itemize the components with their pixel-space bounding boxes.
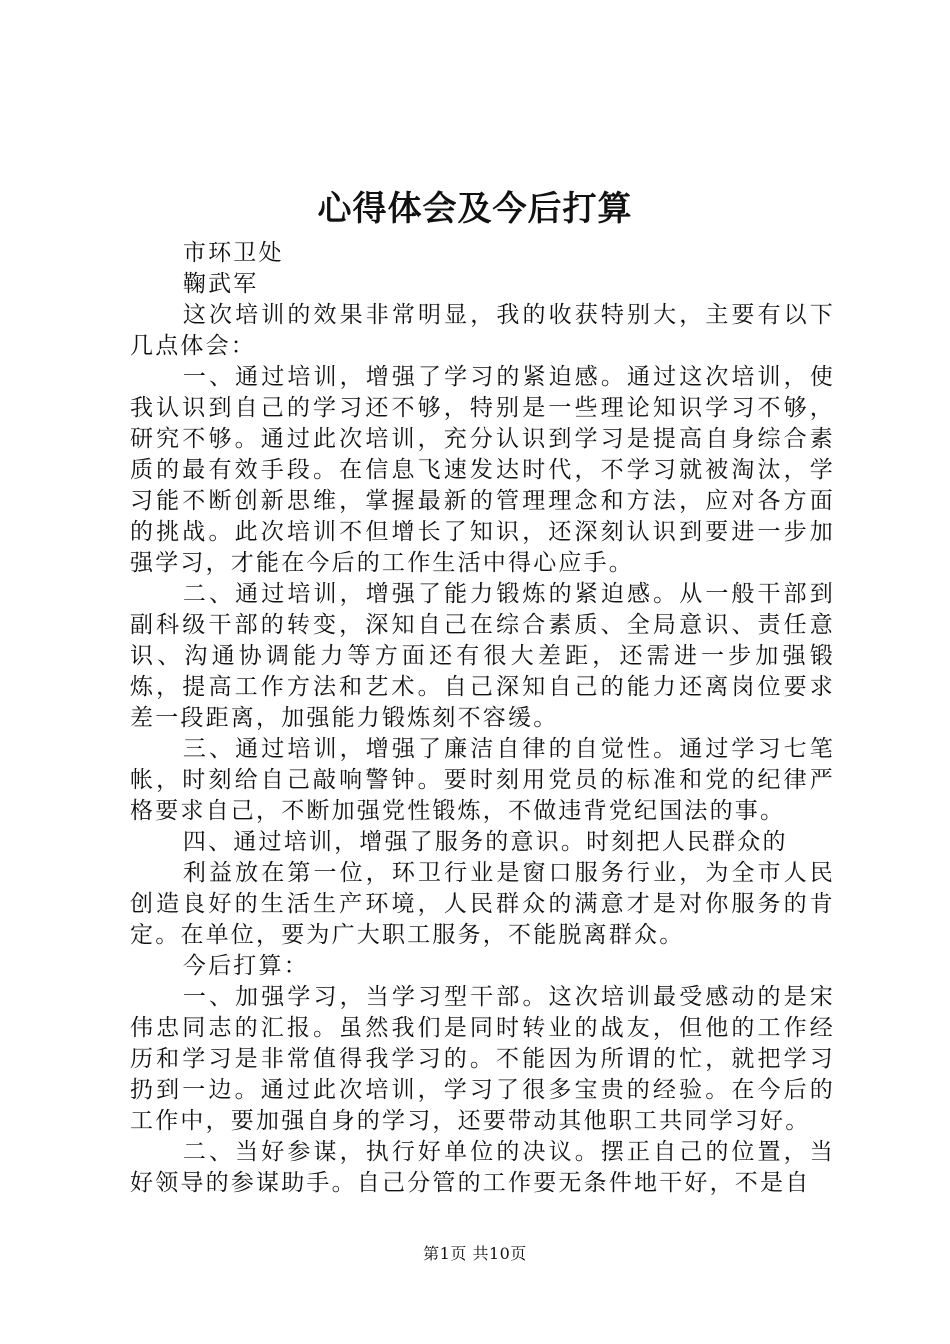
paragraph-point-3: 三、通过培训，增强了廉洁自律的自觉性。通过学习七笔帐，时刻给自己敲响警钟。要时刻用党员的标准和党的纪律严格要求自己，不断加强党性锻炼，不做违背党纪国法的事。 — [130, 736, 835, 824]
author-name: 鞠武军 — [182, 271, 259, 297]
document-body — [130, 238, 835, 1199]
paragraph-point-1: 一、通过培训，增强了学习的紧迫感。通过这次培训，使我认识到自己的学习还不够，特别是一些理论知识学习不够，研究不够。通过此次培训，充分认识到学习是提高自身综合素质的最有效手段。在信息飞速发达时代，不学习就被淘汰，学习能不断创新思维，掌握最新的管理理念和方法，应对各方面的挑战。此次培训不但增长了知识，还深刻认识到要进一步加强学习，才能在今后的工作生活中得心应手。 — [130, 364, 835, 576]
page-footer: 第1页 共10页 — [423, 1244, 527, 1263]
paragraph-plan-2: 二、当好参谋，执行好单位的决议。摆正自己的位置，当好领导的参谋助手。自己分管的工作要无条件地干好，不是自 — [130, 1139, 835, 1196]
paragraph-plan-1: 一、加强学习，当学习型干部。这次培训最受感动的是宋伟忠同志的汇报。虽然我们是同时转业的战友，但他的工作经历和学习是非常值得我学习的。不能因为所谓的忙，就把学习扔到一边。通过此次培训，学习了很多宝贵的经验。在今后的工作中，要加强自身的学习，还要带动其他职工共同学习好。 — [130, 984, 835, 1134]
paragraph-point-2: 二、通过培训，增强了能力锻炼的紧迫感。从一般干部到副科级干部的转变，深知自己在综合素质、全局意识、责任意识、沟通协调能力等方面还有很大差距，还需进一步加强锻炼，提高工作方法和艺术。自己深知自己的能力还离岗位要求差一段距离，加强能力锻炼刻不容缓。 — [130, 581, 835, 731]
paragraph-point-4: 四、通过培训，增强了服务的意识。时刻把人民群众的 — [182, 829, 788, 855]
paragraph-point-4-continued: 利益放在第一位，环卫行业是窗口服务行业，为全市人民创造良好的生活生产环境，人民群众的满意才是对你服务的肯定。在单位，要为广大职工服务，不能脱离群众。 — [130, 860, 835, 948]
author-unit: 市环卫处 — [182, 240, 284, 266]
paragraph-intro: 这次培训的效果非常明显，我的收获特别大，主要有以下几点体会： — [130, 302, 835, 359]
paragraph-plans-heading: 今后打算： — [182, 953, 309, 979]
document-title: 心得体会及今后打算 — [317, 189, 633, 229]
